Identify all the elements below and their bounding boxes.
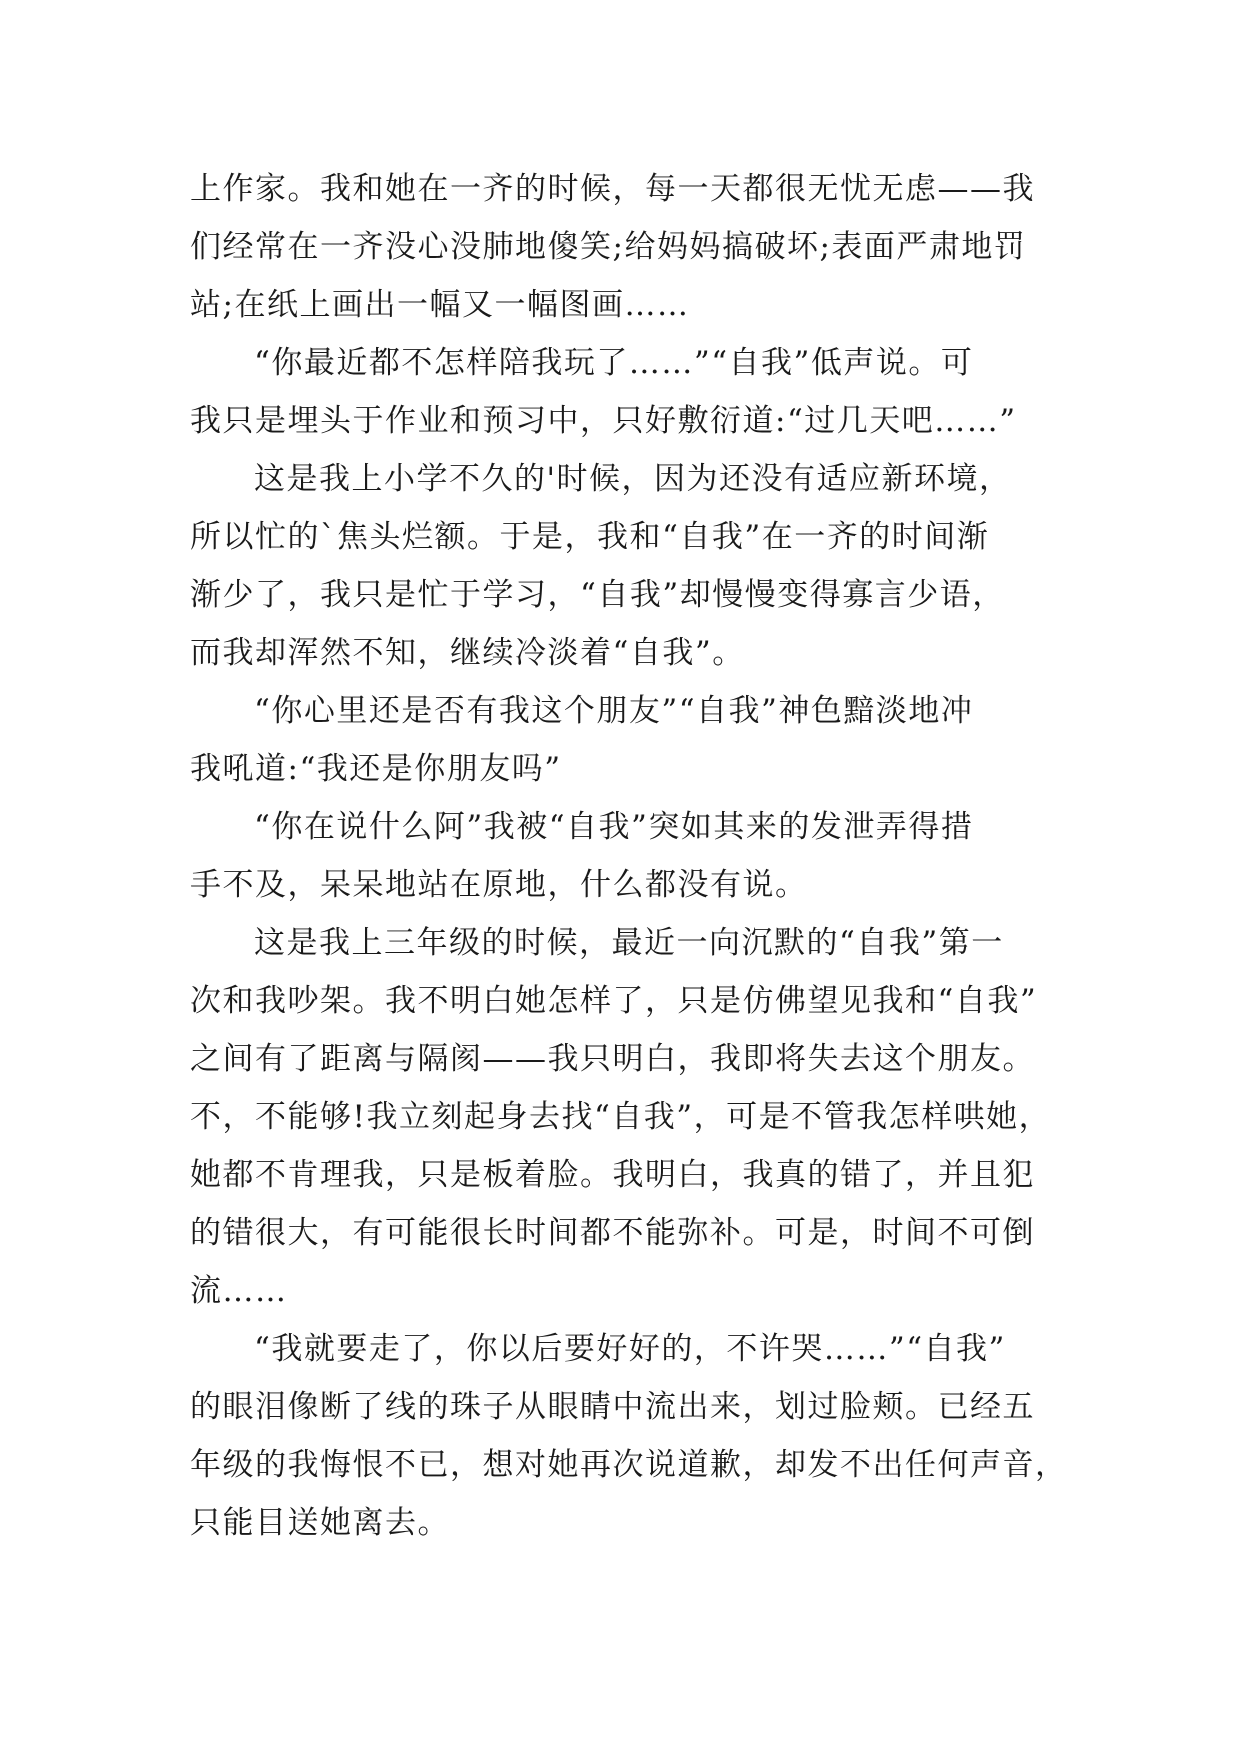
text-line: 这是我上三年级的时候，最近一向沉默的“自我”第一 [254,925,1004,961]
text-line: 所以忙的`焦头烂额。于是，我和“自我”在一齐的时间渐 [190,519,990,555]
text-line: 她都不肯理我，只是板着脸。我明白，我真的错了，并且犯 [190,1157,1035,1193]
document-body [190,160,1068,1552]
text-line: 的眼泪像断了线的珠子从眼睛中流出来，划过脸颊。已经五 [190,1389,1035,1425]
text-line: 不，不能够!我立刻起身去找“自我”，可是不管我怎样哄她， [190,1099,1052,1135]
text-line: “我就要走了，你以后要好好的，不许哭……”“自我” [254,1331,1006,1367]
text-line: “你最近都不怎样陪我玩了……”“自我”低声说。可 [254,345,974,381]
text-line: 们经常在一齐没心没肺地傻笑;给妈妈搞破坏;表面严肃地罚 [190,229,1027,265]
text-line: 次和我吵架。我不明白她怎样了，只是仿佛望见我和“自我” [190,983,1038,1019]
text-line: 我吼道:“我还是你朋友吗” [190,751,562,787]
text-line: 而我却浑然不知，继续冷淡着“自我”。 [190,635,745,671]
text-line: 流…… [190,1273,288,1309]
text-line: 手不及，呆呆地站在原地，什么都没有说。 [190,867,808,903]
text-line: 渐少了，我只是忙于学习，“自我”却慢慢变得寡言少语， [190,577,1005,613]
text-line: “你在说什么阿”我被“自我”突如其来的发泄弄得措 [254,809,974,845]
text-line: 上作家。我和她在一齐的时候，每一天都很无忧无虑——我 [190,171,1035,207]
text-line: 这是我上小学不久的'时候，因为还没有适应新环境， [254,461,1012,497]
text-line: 之间有了距离与隔阂——我只明白，我即将失去这个朋友。 [190,1041,1035,1077]
text-line: 的错很大，有可能很长时间都不能弥补。可是，时间不可倒 [190,1215,1035,1251]
text-line: 只能目送她离去。 [190,1505,450,1541]
text-line: “你心里还是否有我这个朋友”“自我”神色黯淡地冲 [254,693,974,729]
text-line: 我只是埋头于作业和预习中，只好敷衍道:“过几天吧……” [190,403,1017,439]
text-line: 站;在纸上画出一幅又一幅图画…… [190,287,690,323]
text-line: 年级的我悔恨不已，想对她再次说道歉，却发不出任何声音， [190,1447,1068,1483]
